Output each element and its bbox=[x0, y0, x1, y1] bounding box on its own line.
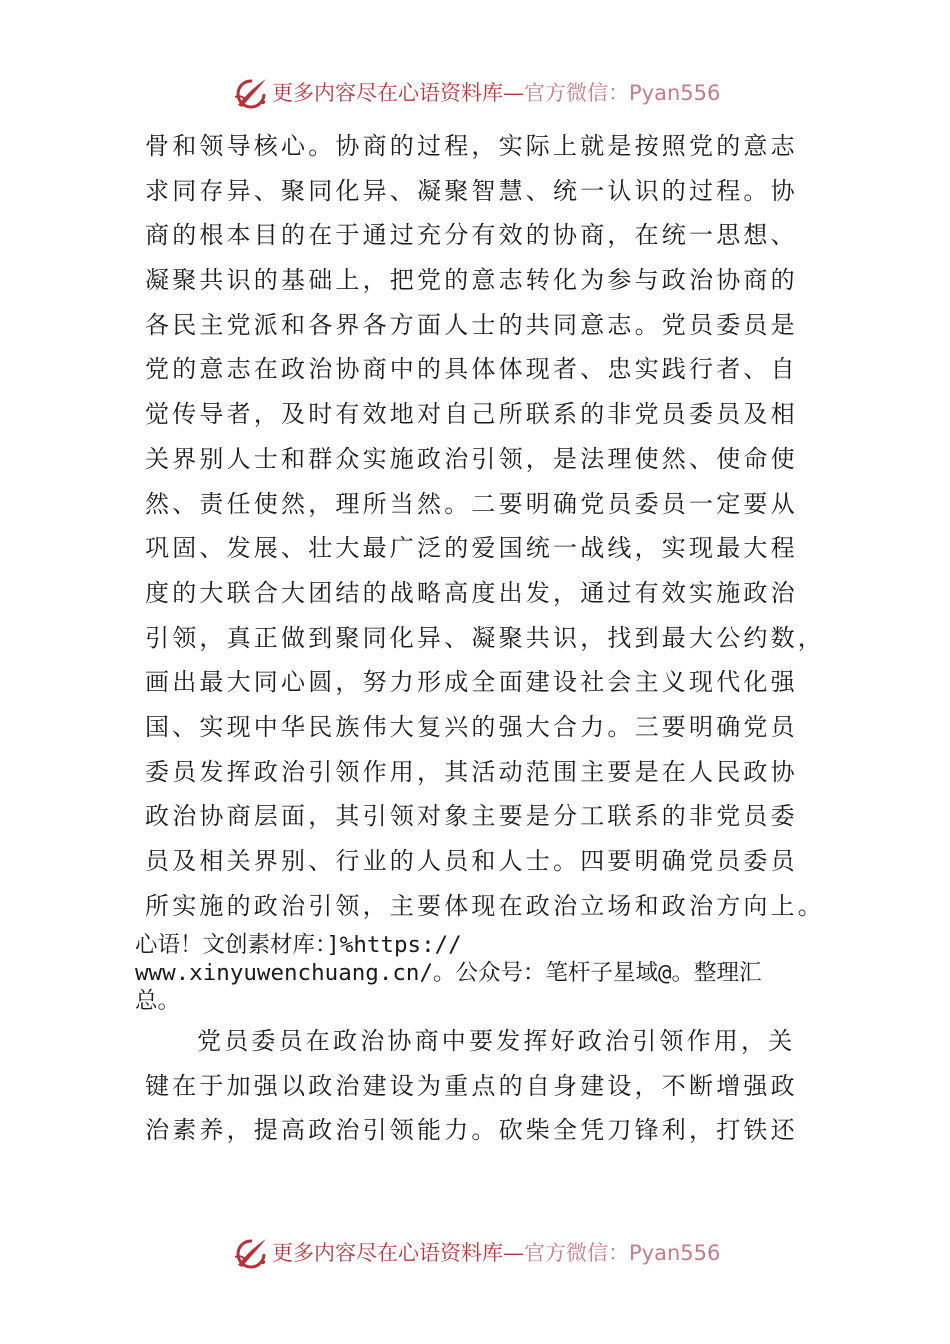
text-line: 凝聚共识的基础上，把党的意志转化为参与政治协商的 bbox=[145, 266, 798, 295]
watermark-line: 心语！文创素材库：]%https:// bbox=[135, 932, 462, 958]
text-line: 引领，真正做到聚同化异、凝聚共识，找到最大公约数， bbox=[145, 623, 825, 652]
text-line: 画出最大同心圆，努力形成全面建设社会主义现代化强 bbox=[145, 668, 798, 697]
footer-brand-text: 更多内容尽在心语资料库 bbox=[272, 1241, 503, 1265]
text-line: 员及相关界别、行业的人员和人士。四要明确党员委员 bbox=[145, 847, 798, 875]
text-line: 然、责任使然，理所当然。二要明确党员委员一定要从 bbox=[145, 489, 798, 518]
text-line: 巩固、发展、壮大最广泛的爱国统一战线，实现最大程 bbox=[145, 534, 798, 563]
text-line: 政治协商层面，其引领对象主要是分工联系的非党员委 bbox=[145, 802, 798, 831]
paragraph-1 bbox=[145, 124, 825, 928]
footer-banner-text bbox=[272, 1239, 720, 1267]
footer-banner bbox=[0, 1233, 950, 1273]
header-banner-text bbox=[272, 79, 720, 107]
watermark-line: 总。 bbox=[135, 988, 181, 1014]
header-banner bbox=[0, 73, 950, 113]
text-line: 键在于加强以政治建设为重点的自身建设，不断增强政 bbox=[145, 1071, 798, 1100]
header-separator: — bbox=[503, 81, 524, 105]
paragraph-2 bbox=[145, 1019, 825, 1153]
text-line: 骨和领导核心。协商的过程，实际上就是按照党的意志 bbox=[145, 132, 798, 160]
text-line: 度的大联合大团结的战略高度出发，通过有效实施政治 bbox=[145, 578, 798, 607]
text-line: 党员委员在政治协商中要发挥好政治引领作用，关 bbox=[197, 1027, 796, 1055]
text-line: 觉传导者，及时有效地对自己所联系的非党员委员及相 bbox=[145, 400, 798, 429]
footer-separator: — bbox=[503, 1241, 524, 1265]
watermark-note bbox=[135, 931, 835, 1015]
brush-logo-icon bbox=[232, 75, 270, 111]
footer-wechat-text: 官方微信：Pyan556 bbox=[524, 1241, 721, 1265]
text-line: 求同存异、聚同化异、凝聚智慧、统一认识的过程。协 bbox=[145, 176, 798, 205]
text-line: 治素养，提高政治引领能力。砍柴全凭刀锋利，打铁还 bbox=[145, 1116, 798, 1145]
header-brand-text: 更多内容尽在心语资料库 bbox=[272, 81, 503, 105]
brush-logo-icon bbox=[232, 1235, 270, 1271]
text-line: 委员发挥政治引领作用，其活动范围主要是在人民政协 bbox=[145, 757, 798, 786]
text-line: 所实施的政治引领，主要体现在政治立场和政治方向上。 bbox=[145, 891, 825, 920]
text-line: 各民主党派和各界各方面人士的共同意志。党员委员是 bbox=[145, 310, 798, 339]
text-line: 党的意志在政治协商中的具体体现者、忠实践行者、自 bbox=[145, 355, 798, 384]
text-line: 国、实现中华民族伟大复兴的强大合力。三要明确党员 bbox=[145, 712, 798, 741]
text-line: 关界别人士和群众实施政治引领，是法理使然、使命使 bbox=[145, 444, 798, 473]
header-wechat-text: 官方微信：Pyan556 bbox=[524, 81, 721, 105]
text-line: 商的根本目的在于通过充分有效的协商，在统一思想、 bbox=[145, 221, 798, 250]
watermark-line: www.xinyuwenchuang.cn/。公众号：笔杆子星域@。整理汇 bbox=[135, 960, 762, 986]
